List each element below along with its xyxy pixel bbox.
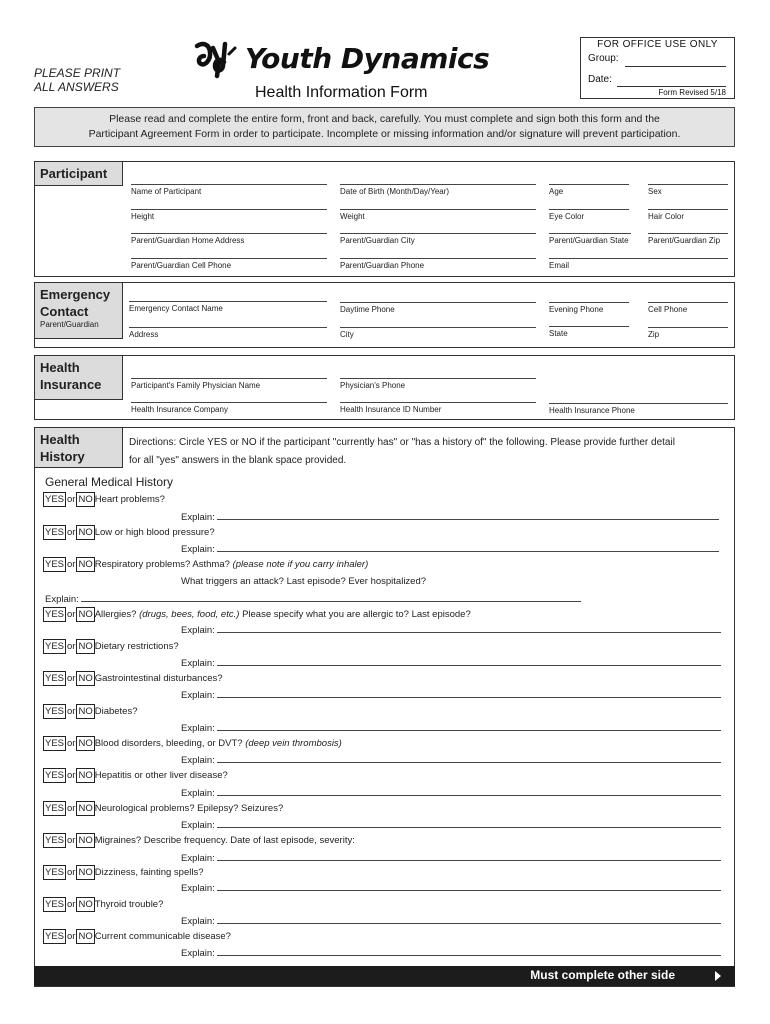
or-text: or: [67, 770, 76, 781]
yes-option[interactable]: YES: [45, 494, 65, 505]
no-option[interactable]: NO: [78, 527, 93, 538]
emergency-subtitle: Parent/Guardian: [40, 320, 99, 329]
explain-migraines[interactable]: [181, 852, 721, 865]
question-note: (deep vein thrombosis): [245, 738, 342, 749]
question-text: Dizziness, fainting spells?: [94, 867, 204, 878]
question-allergies: [43, 607, 471, 622]
question-blood-pressure: [43, 525, 215, 540]
office-use-box: [580, 37, 735, 99]
explain-gastrointestinal[interactable]: [181, 689, 721, 702]
explain-thyroid[interactable]: [181, 915, 721, 928]
group-field[interactable]: [625, 66, 726, 67]
yes-option[interactable]: YES: [45, 931, 65, 942]
print-instruction: [34, 66, 120, 94]
or-text: or: [67, 803, 76, 814]
date-label: Date:: [588, 74, 612, 85]
field-guardian-state[interactable]: Parent/Guardian State: [549, 233, 631, 247]
question-tail: Please specify what you are allergic to? Last episode?: [242, 609, 471, 620]
question-text: Hepatitis or other liver disease?: [94, 770, 228, 781]
field-cell-phone[interactable]: Cell Phone: [648, 302, 728, 316]
print-instruction-line2: ALL ANSWERS: [34, 80, 119, 94]
yes-option[interactable]: YES: [45, 527, 65, 538]
form-revised: Form Revised 5/18: [658, 88, 726, 97]
instructions-line2: Participant Agreement Form in order to participate. Incomplete or missing information and/or signature will prevent participation.: [88, 128, 681, 140]
yes-option[interactable]: YES: [45, 673, 65, 684]
question-text: Dietary restrictions?: [94, 641, 179, 652]
question-text: Current communicable disease?: [94, 931, 231, 942]
explain-label: Explain:: [181, 544, 215, 555]
instructions-line1: Please read and complete the entire form, front and back, carefully. You must complete and sign both this form and the: [109, 113, 660, 125]
question-thyroid: [43, 897, 163, 912]
field-guardian-cell-phone[interactable]: Parent/Guardian Cell Phone: [131, 258, 327, 272]
brand-name: Youth Dynamics: [245, 42, 490, 75]
field-insurance-phone[interactable]: Health Insurance Phone: [549, 403, 728, 417]
question-text: Neurological problems? Epilepsy? Seizures?: [94, 803, 284, 814]
question-note: (please note if you carry inhaler): [232, 559, 369, 570]
explain-neurological[interactable]: [181, 819, 721, 832]
explain-label: Explain:: [181, 625, 215, 636]
question-hepatitis: [43, 768, 228, 783]
brand-logo: [193, 40, 533, 86]
footer-bar: [34, 966, 735, 986]
question-text: Low or high blood pressure?: [94, 527, 215, 538]
field-guardian-city[interactable]: Parent/Guardian City: [340, 233, 536, 247]
explain-label: Explain:: [181, 658, 215, 669]
field-physician-name[interactable]: Participant's Family Physician Name: [131, 378, 327, 392]
question-text: Diabetes?: [94, 706, 138, 717]
question-text: Migraines? Describe frequency. Date of last episode, severity:: [94, 835, 355, 846]
field-date-of-birth[interactable]: Date of Birth (Month/Day/Year): [340, 184, 536, 198]
explain-blood-disorders[interactable]: [181, 754, 721, 767]
field-weight[interactable]: Weight: [340, 209, 536, 223]
yes-option[interactable]: YES: [45, 770, 65, 781]
question-heart: [43, 492, 165, 507]
question-respiratory: [43, 557, 368, 572]
or-text: or: [67, 527, 76, 538]
yes-option[interactable]: YES: [45, 867, 65, 878]
history-title-line1: Health: [40, 432, 80, 447]
field-emergency-address[interactable]: Address: [129, 327, 327, 341]
form-title: Health Information Form: [255, 84, 428, 101]
question-blood-disorders: [43, 736, 342, 751]
explain-respiratory[interactable]: [45, 593, 581, 606]
history-title-line2: History: [40, 449, 85, 464]
field-insurance-id[interactable]: Health Insurance ID Number: [340, 402, 536, 416]
general-medical-history-title: General Medical History: [45, 475, 174, 489]
question-dizziness: [43, 865, 204, 880]
no-option[interactable]: NO: [78, 673, 93, 684]
or-text: or: [67, 706, 76, 717]
insurance-section: [34, 355, 735, 420]
or-text: or: [67, 641, 76, 652]
or-text: or: [67, 559, 76, 570]
explain-label: Explain:: [181, 820, 215, 831]
field-guardian-address[interactable]: Parent/Guardian Home Address: [131, 233, 327, 247]
yes-option[interactable]: YES: [45, 899, 65, 910]
field-emergency-city[interactable]: City: [340, 327, 536, 341]
or-text: or: [67, 835, 76, 846]
history-section-title: [35, 428, 123, 468]
emergency-title-line2: Contact: [40, 304, 89, 319]
directions-line2: for all "yes" answers in the blank space provided.: [129, 455, 347, 466]
instructions-banner: [34, 107, 735, 147]
question-text: Blood disorders, bleeding, or DVT?: [94, 738, 243, 749]
question-note: (drugs, bees, food, etc.): [139, 609, 240, 620]
explain-allergies[interactable]: [181, 624, 721, 637]
field-age[interactable]: Age: [549, 184, 629, 198]
no-option[interactable]: NO: [78, 899, 93, 910]
field-evening-phone[interactable]: Evening Phone: [549, 302, 629, 316]
yes-option[interactable]: YES: [45, 609, 65, 620]
explain-dietary[interactable]: [181, 657, 721, 670]
date-field[interactable]: [617, 86, 726, 87]
field-sex[interactable]: Sex: [648, 184, 728, 198]
field-eye-color[interactable]: Eye Color: [549, 209, 629, 223]
footer-text: Must complete other side: [530, 968, 675, 982]
yes-option[interactable]: YES: [45, 706, 65, 717]
yes-option[interactable]: YES: [45, 641, 65, 652]
emergency-title-line1: Emergency: [40, 287, 111, 302]
question-neurological: [43, 801, 283, 816]
explain-communicable-disease[interactable]: [181, 947, 721, 960]
yd-logo-icon: [193, 40, 239, 82]
explain-blood-pressure[interactable]: [181, 543, 719, 556]
yes-option[interactable]: YES: [45, 803, 65, 814]
no-option[interactable]: NO: [78, 867, 93, 878]
question-text: Heart problems?: [94, 494, 165, 505]
history-directions: [129, 434, 729, 470]
explain-label: Explain:: [181, 723, 215, 734]
office-use-title: FOR OFFICE USE ONLY: [597, 39, 718, 50]
field-emergency-state[interactable]: State: [549, 326, 629, 340]
no-option[interactable]: NO: [78, 803, 93, 814]
yes-option[interactable]: YES: [45, 738, 65, 749]
yes-option[interactable]: YES: [45, 559, 65, 570]
print-instruction-line1: PLEASE PRINT: [34, 66, 121, 80]
or-text: or: [67, 738, 76, 749]
emergency-section-title: [35, 283, 123, 339]
directions-line1: Directions: Circle YES or NO if the participant "currently has" or "has a history of" the following. Please provide further detail: [129, 437, 675, 448]
group-label: Group:: [588, 53, 619, 64]
field-email[interactable]: Email: [549, 258, 728, 272]
question-dietary: [43, 639, 179, 654]
no-option[interactable]: NO: [78, 559, 93, 570]
explain-label: Explain:: [181, 883, 215, 894]
question-gastrointestinal: [43, 671, 223, 686]
field-guardian-zip[interactable]: Parent/Guardian Zip: [648, 233, 728, 247]
no-option[interactable]: NO: [78, 835, 93, 846]
field-emergency-name[interactable]: Emergency Contact Name: [129, 301, 327, 315]
field-hair-color[interactable]: Hair Color: [648, 209, 728, 223]
field-participant-name[interactable]: Name of Participant: [131, 184, 327, 198]
participant-section-title: Participant: [35, 162, 123, 186]
explain-dizziness[interactable]: [181, 882, 721, 895]
no-option[interactable]: NO: [78, 931, 93, 942]
or-text: or: [67, 931, 76, 942]
explain-label: Explain:: [181, 690, 215, 701]
or-text: or: [67, 673, 76, 684]
insurance-title-line1: Health: [40, 360, 80, 375]
no-option[interactable]: NO: [78, 641, 93, 652]
question-text: Respiratory problems? Asthma?: [94, 559, 230, 570]
asthma-followup: What triggers an attack? Last episode? Ever hospitalized?: [181, 576, 427, 587]
yes-option[interactable]: YES: [45, 835, 65, 846]
explain-label: Explain:: [181, 755, 215, 766]
explain-label: Explain:: [181, 948, 215, 959]
field-physician-phone[interactable]: Physician's Phone: [340, 378, 536, 392]
explain-heart[interactable]: [181, 511, 719, 524]
explain-diabetes[interactable]: [181, 722, 721, 735]
explain-label: Explain:: [181, 916, 215, 927]
question-migraines: [43, 833, 355, 848]
explain-label: Explain:: [181, 853, 215, 864]
or-text: or: [67, 899, 76, 910]
arrow-right-icon: [715, 971, 721, 981]
field-insurance-company[interactable]: Health Insurance Company: [131, 402, 327, 416]
emergency-section: [34, 282, 735, 348]
no-option[interactable]: NO: [78, 609, 93, 620]
field-height[interactable]: Height: [131, 209, 327, 223]
question-diabetes: [43, 704, 138, 719]
field-guardian-phone[interactable]: Parent/Guardian Phone: [340, 258, 536, 272]
question-text: Gastrointestinal disturbances?: [94, 673, 223, 684]
no-option[interactable]: NO: [78, 706, 93, 717]
no-option[interactable]: NO: [78, 494, 93, 505]
or-text: or: [67, 867, 76, 878]
or-text: or: [67, 494, 76, 505]
explain-label: Explain:: [181, 512, 215, 523]
field-daytime-phone[interactable]: Daytime Phone: [340, 302, 536, 316]
explain-hepatitis[interactable]: [181, 787, 721, 800]
or-text: or: [67, 609, 76, 620]
insurance-title-line2: Insurance: [40, 377, 102, 392]
no-option[interactable]: NO: [78, 738, 93, 749]
explain-label: Explain:: [181, 788, 215, 799]
field-emergency-zip[interactable]: Zip: [648, 327, 728, 341]
participant-section: [34, 161, 735, 277]
question-communicable-disease: [43, 929, 231, 944]
explain-label: Explain:: [45, 594, 79, 605]
insurance-section-title: [35, 356, 123, 400]
question-text: Thyroid trouble?: [94, 899, 164, 910]
no-option[interactable]: NO: [78, 770, 93, 781]
question-text: Allergies?: [94, 609, 137, 620]
